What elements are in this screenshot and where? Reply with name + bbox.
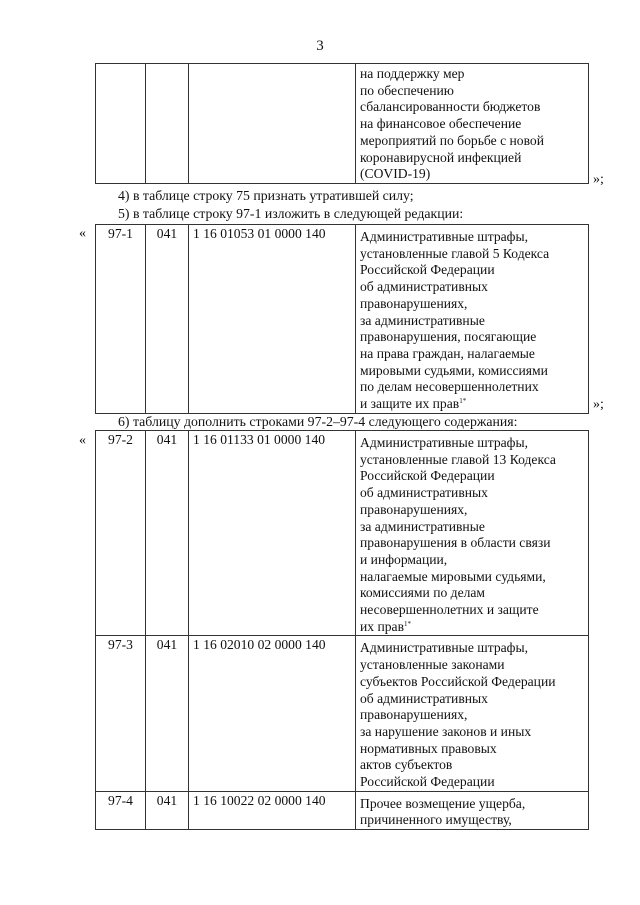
cell-admin: 041: [146, 791, 189, 829]
table-row: [96, 64, 589, 184]
name-line: Российской Федерации: [360, 468, 495, 484]
cell-admin: 041: [146, 225, 189, 414]
paragraph-6: 6) таблицу дополнить строками 97-2–97-4 следующего содержания:: [118, 414, 518, 429]
name-line: об административных: [360, 485, 488, 501]
table-top-continuation: [95, 63, 589, 184]
name-line: правонарушения в области связи: [360, 535, 551, 551]
name-text: и защите их прав: [360, 396, 460, 412]
table-new-rows: [95, 430, 589, 830]
cell-num: 97-2: [96, 431, 146, 636]
name-line: (COVID-19): [360, 166, 431, 182]
name-line: установленные законами: [360, 657, 505, 673]
name-line: правонарушениях,: [360, 501, 468, 517]
cell-admin: 041: [146, 636, 189, 791]
name-line: на права граждан, налагаемые: [360, 345, 535, 361]
footnote-mark: 1*: [459, 397, 467, 406]
cell-kbk: [189, 64, 356, 184]
name-line: [360, 396, 584, 413]
name-line: Административные штрафы,: [360, 435, 528, 450]
paragraph-5: 5) в таблице строку 97-1 изложить в следующей редакции:: [118, 206, 464, 221]
name-line: мероприятий по борьбе с новой: [360, 132, 544, 148]
cell-admin: 041: [146, 431, 189, 636]
name-line: налагаемые мировыми судьями,: [360, 568, 546, 584]
name-line: актов субъектов: [360, 757, 453, 773]
cell-num: 97-4: [96, 791, 146, 829]
name-line: по делам несовершеннолетних: [360, 379, 539, 395]
name-line: комиссиями по делам: [360, 585, 486, 601]
name-line: по обеспечению: [360, 82, 454, 98]
name-line: причиненного имуществу,: [360, 812, 512, 828]
table-row: [96, 791, 589, 829]
cell-num: 97-1: [96, 225, 146, 414]
name-line: Прочее возмещение ущерба,: [360, 795, 526, 811]
name-line: правонарушения, посягающие: [360, 329, 537, 345]
table-row: [96, 225, 589, 414]
footnote-mark: 1*: [404, 619, 411, 628]
closing-quote: »;: [593, 172, 604, 187]
table-row-97-1: [95, 224, 589, 414]
name-line: об административных: [360, 690, 488, 706]
name-line: сбалансированности бюджетов: [360, 99, 541, 115]
name-line: субъектов Российской Федерации: [360, 673, 556, 689]
name-line: Российской Федерации: [360, 262, 495, 278]
name-line: правонарушениях,: [360, 707, 468, 723]
name-line: на поддержку мер: [360, 66, 465, 81]
name-line: за административные: [360, 518, 485, 534]
name-line: нормативных правовых: [360, 740, 497, 756]
name-line: на финансовое обеспечение: [360, 116, 522, 132]
name-line: [360, 619, 584, 636]
closing-quote: »;: [593, 397, 604, 412]
cell-name: [356, 431, 589, 636]
table-row: [96, 431, 589, 636]
name-line: об административных: [360, 279, 488, 295]
cell-name: [356, 64, 589, 184]
name-line: установленные главой 5 Кодекса: [360, 245, 550, 261]
name-line: и информации,: [360, 551, 448, 567]
name-text: их прав: [360, 618, 404, 634]
cell-name: [356, 636, 589, 791]
cell-kbk: 1 16 01053 01 0000 140: [189, 225, 356, 414]
cell-kbk: 1 16 02010 02 0000 140: [189, 636, 356, 791]
name-line: коронавирусной инфекцией: [360, 149, 522, 165]
name-line: за административные: [360, 312, 485, 328]
cell-num: 97-3: [96, 636, 146, 791]
name-line: Административные штрафы,: [360, 640, 528, 656]
name-line: за нарушение законов и иных: [360, 723, 532, 739]
page-number: 3: [316, 38, 324, 54]
cell-num: [96, 64, 146, 184]
cell-admin: [146, 64, 189, 184]
name-line: правонарушениях,: [360, 295, 468, 311]
cell-kbk: 1 16 01133 01 0000 140: [189, 431, 356, 636]
table-row: [96, 636, 589, 791]
cell-name: [356, 791, 589, 829]
name-line: мировыми судьями, комиссиями: [360, 362, 548, 378]
paragraph-4: 4) в таблице строку 75 признать утратившей силу;: [118, 188, 414, 203]
cell-kbk: 1 16 10022 02 0000 140: [189, 791, 356, 829]
cell-name: [356, 225, 589, 414]
opening-quote: «: [79, 226, 86, 241]
name-line: установленные главой 13 Кодекса: [360, 451, 556, 467]
name-line: несовершеннолетних и защите: [360, 602, 539, 618]
name-line: Российской Федерации: [360, 774, 495, 790]
opening-quote: «: [79, 433, 86, 448]
name-line: Административные штрафы,: [360, 229, 528, 244]
